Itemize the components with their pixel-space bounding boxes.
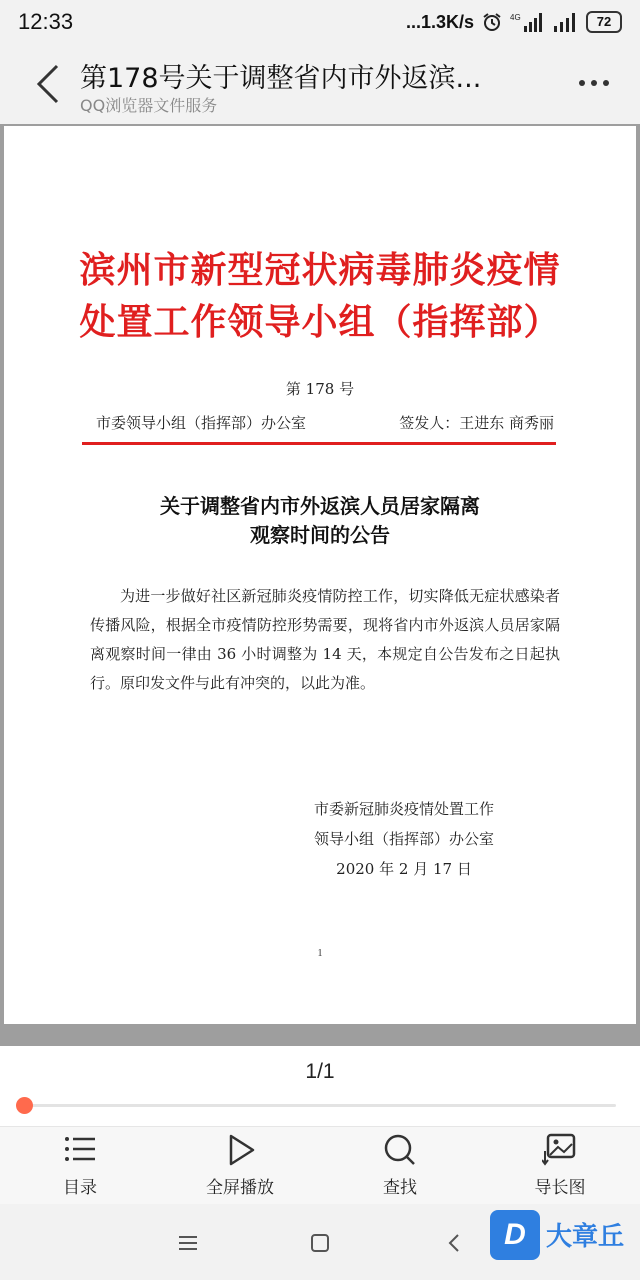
notice-title bbox=[4, 492, 636, 550]
bottom-toolbar bbox=[0, 1126, 640, 1204]
battery-indicator: 72 bbox=[586, 11, 622, 33]
sign-line2: 领导小组（指挥部）办公室 bbox=[313, 830, 494, 848]
toc-label: 目录 bbox=[63, 1178, 97, 1198]
find-label: 查找 bbox=[383, 1178, 417, 1198]
system-nav-bar bbox=[0, 1204, 640, 1280]
pager bbox=[0, 1046, 640, 1126]
chevron-left-icon bbox=[446, 1232, 462, 1254]
org-title-line1: 滨州市新型冠状病毒肺炎疫情 bbox=[79, 249, 561, 291]
watermark-logo bbox=[490, 1210, 636, 1260]
more-dot-icon bbox=[591, 80, 597, 86]
page-indicator: 1/1 bbox=[305, 1060, 335, 1083]
watermark-text: 大章丘 bbox=[546, 1222, 625, 1252]
page-slider-thumb[interactable] bbox=[16, 1097, 33, 1114]
notice-title-line2: 观察时间的公告 bbox=[250, 523, 390, 547]
watermark-badge: D bbox=[490, 1210, 540, 1260]
more-dot-icon bbox=[603, 80, 609, 86]
nav-menu-button[interactable] bbox=[168, 1226, 208, 1260]
status-bar bbox=[0, 0, 640, 46]
issuer: 市委领导小组（指挥部）办公室 bbox=[96, 414, 307, 432]
chevron-left-icon bbox=[35, 63, 61, 105]
find-button[interactable] bbox=[320, 1127, 480, 1205]
more-options-button[interactable] bbox=[574, 68, 614, 98]
document-page[interactable] bbox=[4, 126, 636, 1024]
search-icon bbox=[383, 1133, 417, 1167]
net-speed: ...1.3K/s bbox=[405, 11, 474, 32]
page-title: 第178号关于调整省内市外返滨... bbox=[80, 63, 482, 94]
long-image-button[interactable] bbox=[480, 1127, 640, 1205]
page-subtitle: QQ浏览器文件服务 bbox=[80, 96, 218, 115]
svg-text:4G: 4G bbox=[510, 13, 521, 22]
long-image-label: 导长图 bbox=[534, 1178, 586, 1198]
signal-icon bbox=[552, 11, 578, 33]
nav-back-button[interactable] bbox=[434, 1226, 474, 1260]
nav-home-button[interactable] bbox=[300, 1226, 340, 1260]
play-icon bbox=[223, 1133, 257, 1167]
page-slider-track[interactable] bbox=[24, 1104, 616, 1107]
long-image-icon bbox=[542, 1133, 578, 1167]
document-number: 第 178 号 bbox=[285, 380, 355, 398]
signers: 签发人：王进东 商秀丽 bbox=[399, 414, 554, 432]
home-square-icon bbox=[309, 1232, 331, 1254]
org-title bbox=[4, 244, 636, 348]
status-indicators bbox=[406, 9, 622, 35]
toc-button[interactable] bbox=[0, 1127, 160, 1205]
fullscreen-play-label: 全屏播放 bbox=[206, 1178, 274, 1198]
status-time: 12:33 bbox=[18, 9, 74, 34]
issue-date: 2020 年 2 月 17 日 bbox=[336, 860, 472, 878]
more-dot-icon bbox=[579, 80, 585, 86]
signal-4g-icon bbox=[510, 11, 544, 33]
notice-body: 为进一步做好社区新冠肺炎疫情防控工作，切实降低无症状感染者传播风险，根据全市疫情防控形势需要，现将省内市外返滨人员居家隔离观察时间一律由 36 小时调整为 14 天，本规定自公告发布之日起执行。原印发文件与此有冲突的，以此为准。 bbox=[90, 587, 560, 692]
title-bar bbox=[0, 46, 640, 124]
alarm-icon bbox=[482, 12, 502, 32]
fullscreen-play-button[interactable] bbox=[160, 1127, 320, 1205]
signature-block bbox=[304, 794, 504, 884]
red-divider bbox=[82, 442, 556, 445]
page-number: 1 bbox=[317, 948, 323, 959]
org-title-line2: 处置工作领导小组（指挥部） bbox=[79, 301, 561, 343]
list-icon bbox=[63, 1133, 97, 1165]
document-viewer[interactable] bbox=[0, 124, 640, 1046]
notice-title-line1: 关于调整省内市外返滨人员居家隔离 bbox=[160, 494, 480, 518]
sign-line1: 市委新冠肺炎疫情处置工作 bbox=[313, 800, 494, 818]
back-button[interactable] bbox=[24, 58, 72, 110]
menu-icon bbox=[177, 1234, 199, 1252]
